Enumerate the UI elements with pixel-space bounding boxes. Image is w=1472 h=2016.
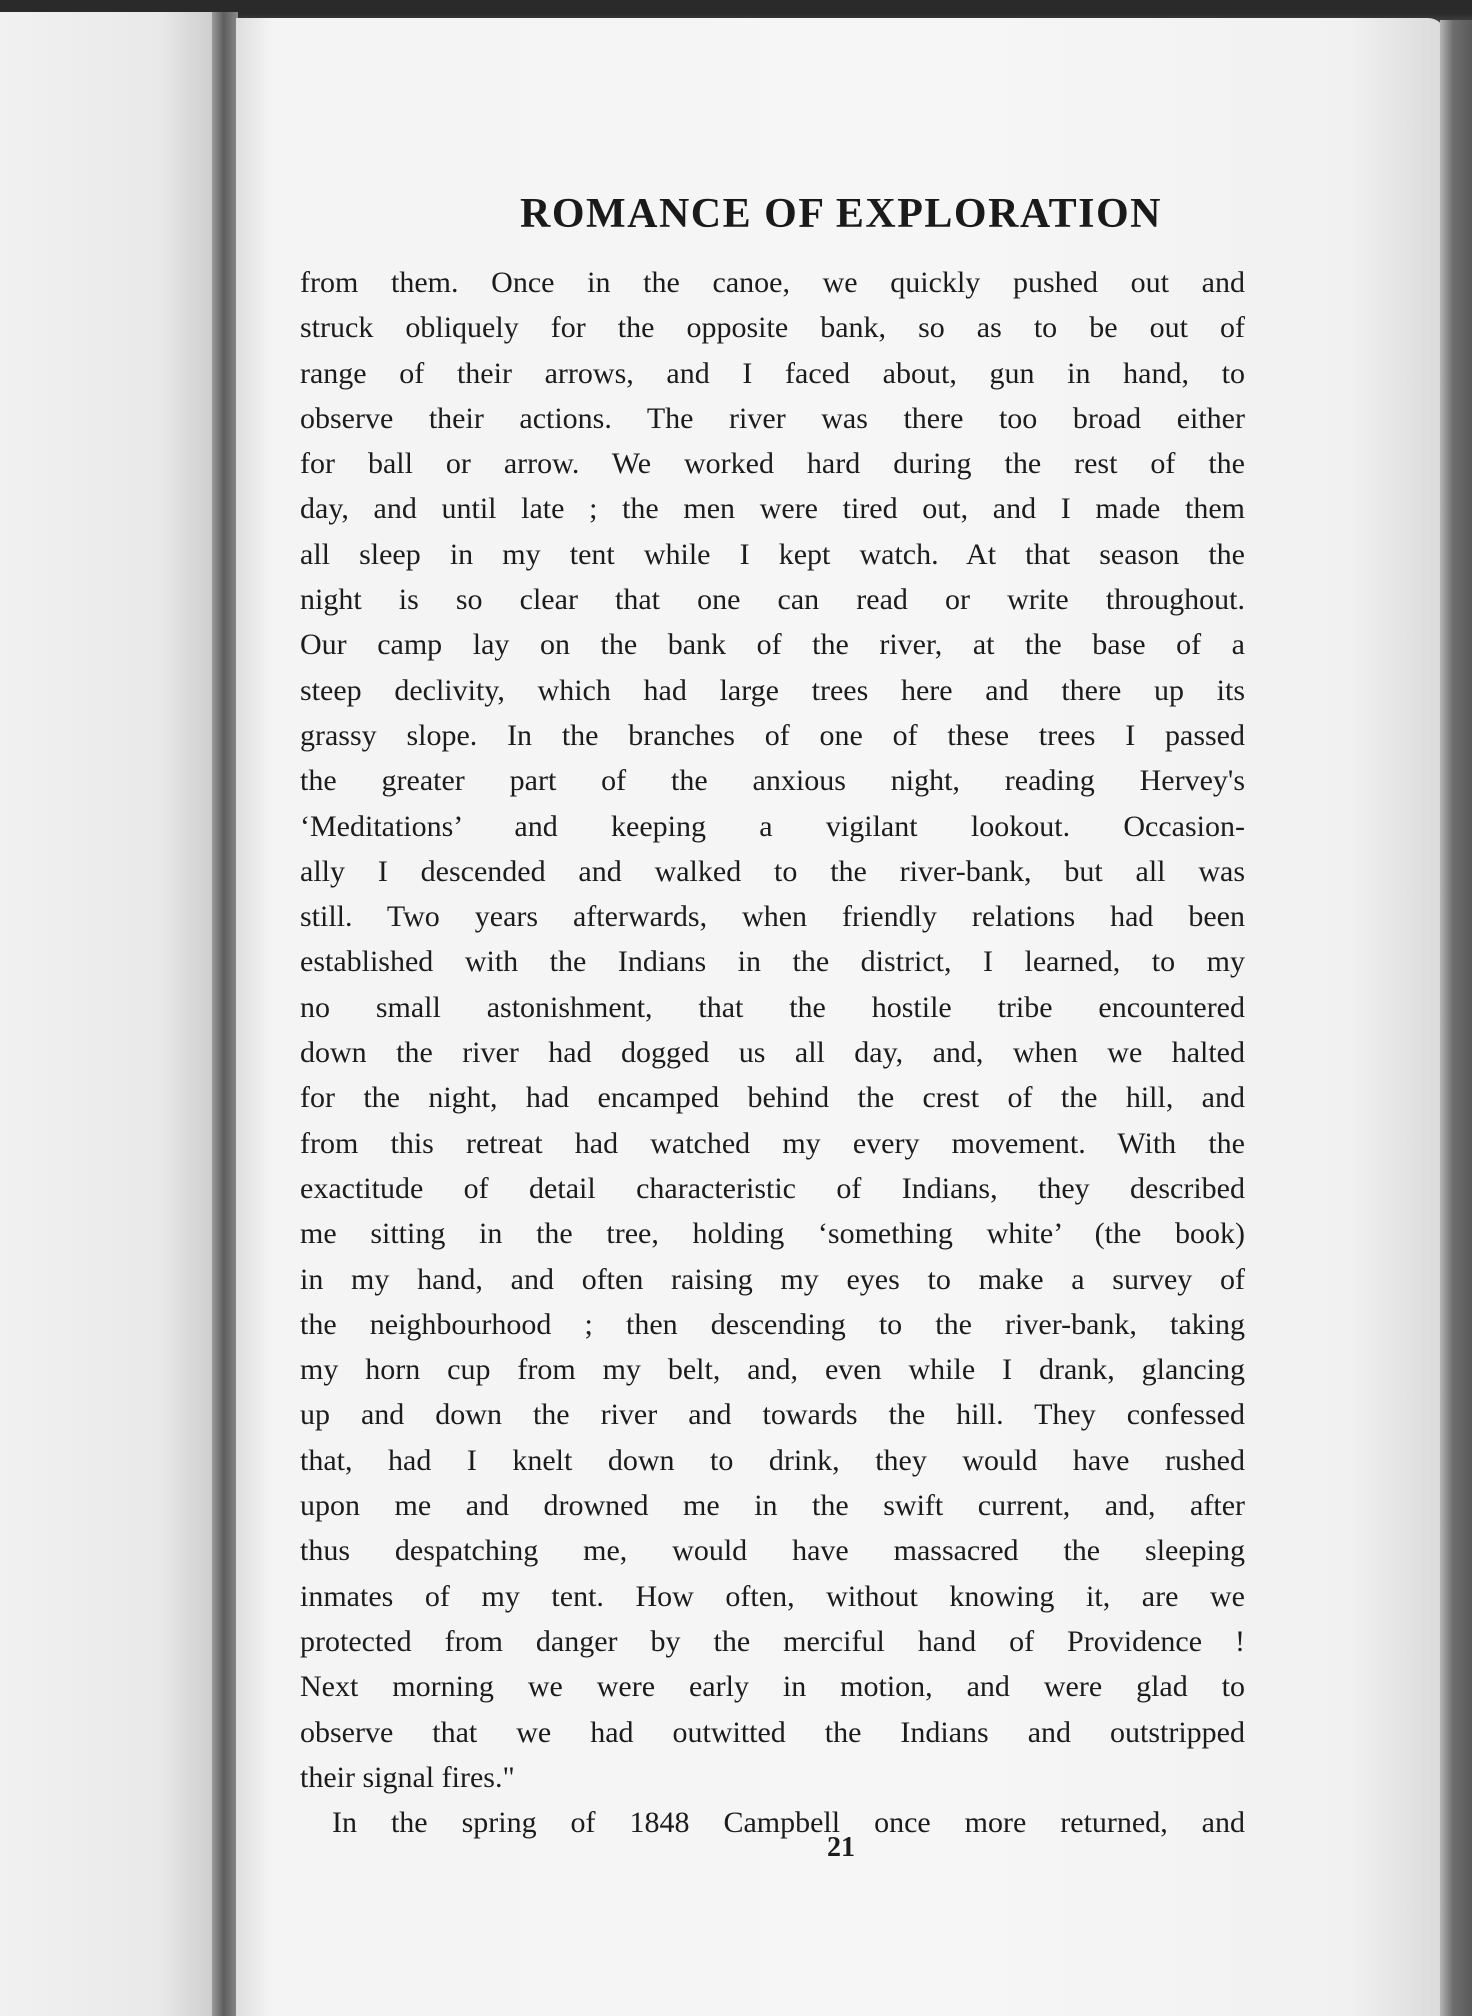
text-line: established with the Indians in the district, I learned, to my	[300, 945, 1245, 979]
text-line: thus despatching me, would have massacred the sleeping	[300, 1534, 1245, 1568]
text-line: struck obliquely for the opposite bank, so as to be out of	[300, 311, 1245, 345]
text-line: from this retreat had watched my every movement. With the	[300, 1126, 1245, 1160]
page-right-edge	[1440, 20, 1472, 2016]
text-line: for the night, had encamped behind the crest of the hill, and	[300, 1081, 1245, 1115]
text-line: upon me and drowned me in the swift current, and, after	[300, 1489, 1245, 1523]
text-line: ‘Meditations’ and keeping a vigilant lookout. Occasion-	[300, 809, 1245, 843]
text-line: range of their arrows, and I faced about, gun in hand, to	[300, 356, 1245, 390]
text-line: for ball or arrow. We worked hard during the rest of the	[300, 447, 1245, 481]
text-line: up and down the river and towards the hill. They confessed	[300, 1398, 1245, 1432]
body-text	[300, 260, 1245, 1845]
text-line: that, had I knelt down to drink, they would have rushed	[300, 1443, 1245, 1477]
text-line: inmates of my tent. How often, without knowing it, are we	[300, 1579, 1245, 1613]
text-line: Our camp lay on the bank of the river, at the base of a	[300, 628, 1245, 662]
text-line: my horn cup from my belt, and, even while I drank, glancing	[300, 1353, 1245, 1387]
text-line: in my hand, and often raising my eyes to make a survey of	[300, 1262, 1245, 1296]
text-line: the neighbourhood ; then descending to the river-bank, taking	[300, 1307, 1245, 1341]
text-line: me sitting in the tree, holding ‘something white’ (the book)	[300, 1217, 1245, 1251]
text-line: Next morning we were early in motion, and were glad to	[300, 1670, 1245, 1704]
running-head: ROMANCE OF EXPLORATION	[520, 191, 1162, 237]
book-gutter	[212, 12, 238, 2016]
text-line: the greater part of the anxious night, reading Hervey's	[300, 764, 1245, 798]
facing-page-edge	[0, 12, 228, 2016]
text-line: ally I descended and walked to the river-bank, but all was	[300, 854, 1245, 888]
text-line: from them. Once in the canoe, we quickly pushed out and	[300, 266, 1245, 299]
text-line: observe that we had outwitted the Indians and outstripped	[300, 1715, 1245, 1749]
text-line: all sleep in my tent while I kept watch. At that season the	[300, 537, 1245, 571]
text-line: observe their actions. The river was there too broad either	[300, 401, 1245, 435]
text-line: day, and until late ; the men were tired out, and I made them	[300, 492, 1245, 526]
text-line: steep declivity, which had large trees here and there up its	[300, 673, 1245, 707]
text-line: no small astonishment, that the hostile tribe encountered	[300, 990, 1245, 1024]
text-line: down the river had dogged us all day, and, when we halted	[300, 1036, 1245, 1070]
text-line: night is so clear that one can read or write throughout.	[300, 583, 1245, 617]
text-line: grassy slope. In the branches of one of these trees I passed	[300, 718, 1245, 752]
page-number: 21	[827, 1832, 855, 1863]
text-line-paragraph-end: their signal fires."	[300, 1760, 515, 1794]
text-line: still. Two years afterwards, when friendly relations had been	[300, 900, 1245, 934]
text-line: protected from danger by the merciful hand of Providence !	[300, 1624, 1245, 1658]
text-line: exactitude of detail characteristic of Indians, they described	[300, 1171, 1245, 1205]
text-line-paragraph-start: In the spring of 1848 Campbell once more returned, and	[332, 1806, 1245, 1840]
